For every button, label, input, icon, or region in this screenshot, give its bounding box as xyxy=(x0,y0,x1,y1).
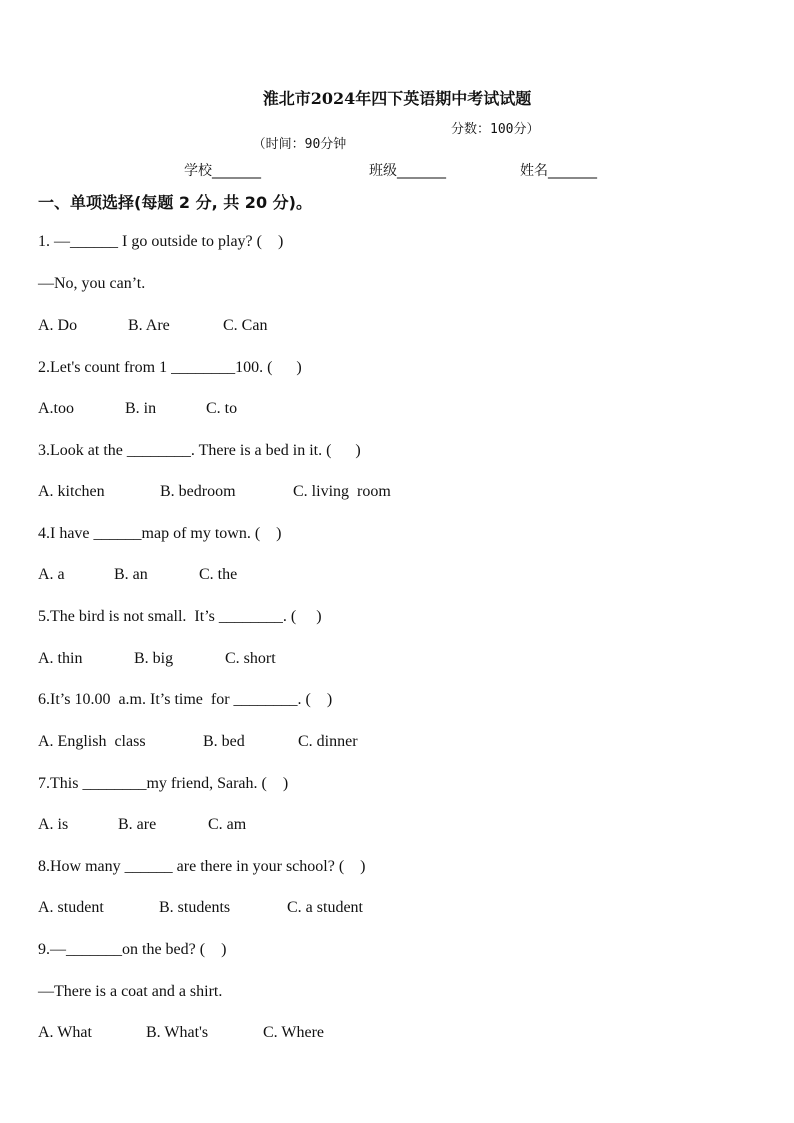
question-4-option-b: B. an xyxy=(114,566,148,583)
question-6-option-a: A. English class xyxy=(38,733,146,750)
question-3-option-a: A. kitchen xyxy=(38,483,105,500)
question-4-stem: 4.I have ______map of my town. ( ) xyxy=(38,525,282,542)
page-title: 淮北市2024年四下英语期中考试试题 xyxy=(262,89,532,108)
question-3-option-c: C. living room xyxy=(293,483,391,500)
question-9-option-a: A. What xyxy=(38,1024,92,1041)
question-8-option-a: A. student xyxy=(38,899,104,916)
question-8-option-c: C. a student xyxy=(287,899,363,916)
name-field: 姓名_______ xyxy=(520,163,597,179)
question-1-option-b: B. Are xyxy=(128,317,170,334)
question-5-option-a: A. thin xyxy=(38,650,83,667)
question-1-reply: —No, you can’t. xyxy=(38,275,146,292)
question-6-option-c: C. dinner xyxy=(298,733,358,750)
question-7-stem: 7.This ________my friend, Sarah. ( ) xyxy=(38,775,289,792)
question-2-option-b: B. in xyxy=(125,400,157,417)
question-4-option-c: C. the xyxy=(199,566,238,583)
question-1-stem: 1. —______ I go outside to play? ( ) xyxy=(38,233,284,250)
question-8-stem: 8.How many ______ are there in your school? ( ) xyxy=(38,858,366,875)
question-7-option-c: C. am xyxy=(208,816,247,833)
school-field: 学校_______ xyxy=(184,163,261,179)
question-7-option-a: A. is xyxy=(38,816,69,833)
question-3-stem: 3.Look at the ________. There is a bed in it. ( ) xyxy=(38,442,361,459)
exam-time: （时间：90分钟 xyxy=(252,137,347,152)
question-7-option-b: B. are xyxy=(118,816,157,833)
question-5-option-b: B. big xyxy=(134,650,174,667)
question-9-option-b: B. What's xyxy=(146,1024,209,1041)
class-field: 班级_______ xyxy=(369,163,446,179)
question-2-stem: 2.Let's count from 1 ________100. ( ) xyxy=(38,359,302,376)
question-9-reply: —There is a coat and a shirt. xyxy=(38,983,223,1000)
question-1-option-a: A. Do xyxy=(38,317,78,334)
question-2-option-a: A.too xyxy=(38,400,74,417)
question-9-option-c: C. Where xyxy=(263,1024,325,1041)
section-heading: 一、单项选择(每题 2 分, 共 20 分)。 xyxy=(38,193,312,212)
question-3-option-b: B. bedroom xyxy=(160,483,236,500)
question-4-option-a: A. a xyxy=(38,566,65,583)
question-5-stem: 5.The bird is not small. It’s ________. ( ) xyxy=(38,608,322,625)
question-8-option-b: B. students xyxy=(159,899,231,916)
question-6-option-b: B. bed xyxy=(203,733,245,750)
question-9-stem: 9.—_______on the bed? ( ) xyxy=(38,941,227,958)
question-5-option-c: C. short xyxy=(225,650,276,667)
question-2-option-c: C. to xyxy=(206,400,238,417)
question-6-stem: 6.It’s 10.00 a.m. It’s time for ________. ( ) xyxy=(38,691,333,708)
exam-score: 分数：100分） xyxy=(451,122,540,137)
question-1-option-c: C. Can xyxy=(223,317,268,334)
